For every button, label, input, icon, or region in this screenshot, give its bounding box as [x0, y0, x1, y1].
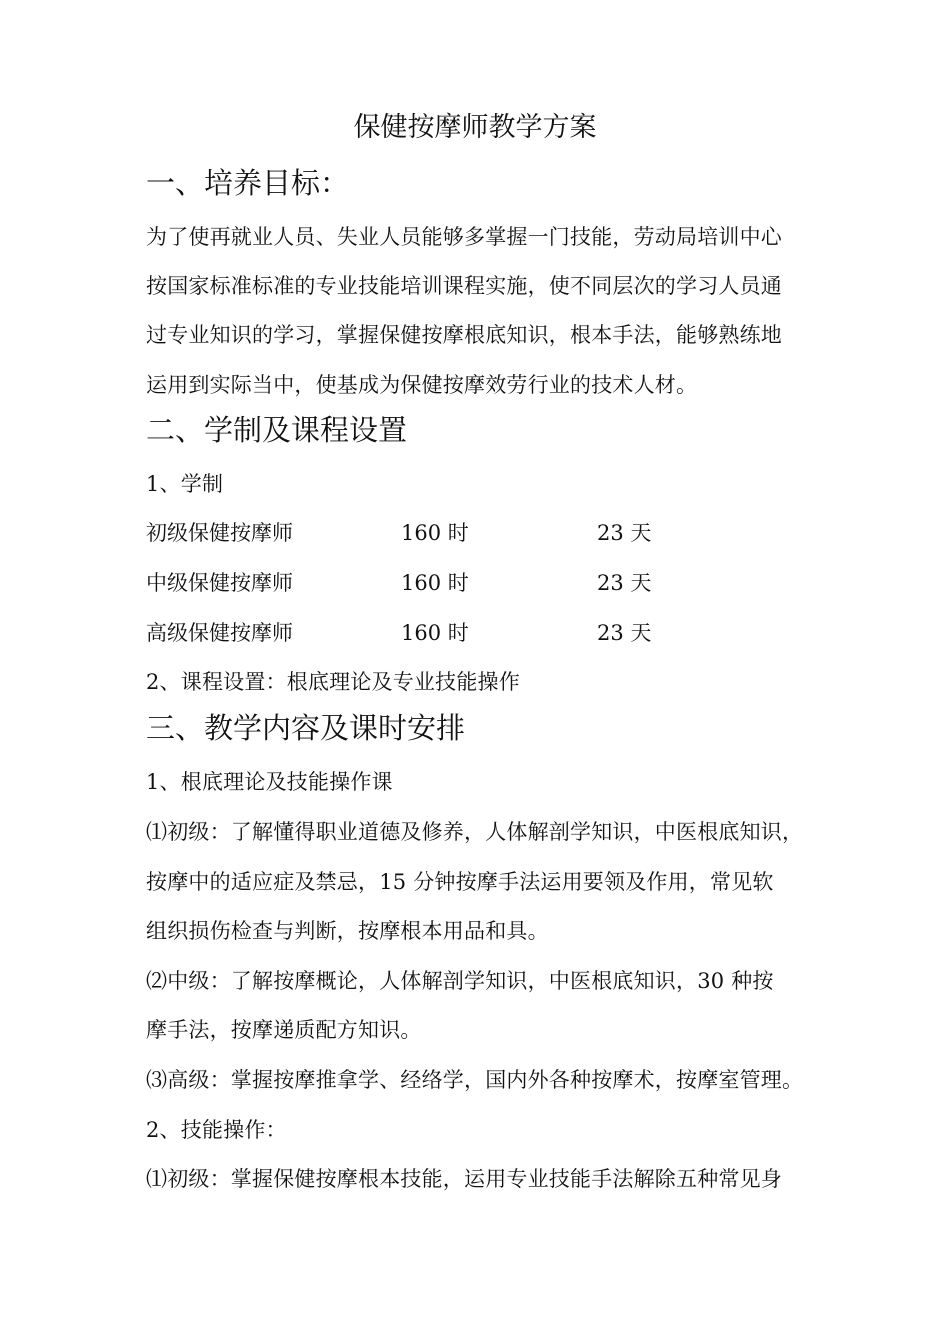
subheading-duration: 1、学制: [146, 472, 224, 496]
paragraph-line: ⑵中级：了解按摩概论，人体解剖学知识，中医根底知识，30 种按: [146, 969, 774, 993]
paragraph-line: 按国家标准标准的专业技能培训课程实施，使不同层次的学习人员通: [146, 274, 782, 298]
duration-row: [146, 570, 810, 596]
document-title: 保健按摩师教学方案: [353, 112, 597, 143]
section-heading-schedule: 二、学制及课程设置: [146, 413, 408, 447]
days-cell: 23 天: [597, 571, 652, 595]
paragraph-line: 按摩中的适应症及禁忌，15 分钟按摩手法运用要领及作用，常见软: [146, 870, 774, 894]
hours-cell: 160 时: [401, 521, 469, 545]
duration-row: [146, 520, 810, 546]
paragraph-line: 摩手法，按摩递质配方知识。: [146, 1018, 422, 1042]
paragraph-line: ⑴初级：掌握保健按摩根本技能，运用专业技能手法解除五种常见身: [146, 1167, 782, 1191]
hours-cell: 160 时: [401, 621, 469, 645]
paragraph-line: 组织损伤检查与判断，按摩根本用品和具。: [146, 919, 549, 943]
paragraph-line: ⑶高级：掌握按摩推拿学、经络学，国内外各种按摩术，按摩室管理。: [146, 1068, 804, 1092]
level-cell: 高级保健按摩师: [146, 621, 293, 645]
section-heading-content: 三、教学内容及课时安排: [146, 711, 466, 745]
section-heading-goals: 一、培养目标：: [146, 166, 350, 200]
paragraph-line: ⑴初级：了解懂得职业道德及修养，人体解剖学知识，中医根底知识，: [146, 820, 804, 844]
days-cell: 23 天: [597, 521, 652, 545]
hours-cell: 160 时: [401, 571, 469, 595]
paragraph-line: 过专业知识的学习，掌握保健按摩根底知识，根本手法，能够熟练地: [146, 323, 782, 347]
paragraph-line: 运用到实际当中，使基成为保健按摩效劳行业的技术人材。: [146, 373, 698, 397]
days-cell: 23 天: [597, 621, 652, 645]
paragraph-line: 为了使再就业人员、失业人员能够多掌握一门技能，劳动局培训中心: [146, 225, 782, 249]
level-cell: 中级保健按摩师: [146, 571, 293, 595]
subheading-courses: 2、课程设置：根底理论及专业技能操作: [146, 670, 520, 694]
duration-row: [146, 620, 810, 646]
level-cell: 初级保健按摩师: [146, 521, 293, 545]
subheading-theory: 1、根底理论及技能操作课: [146, 770, 393, 794]
subheading-skills: 2、技能操作：: [146, 1118, 287, 1142]
